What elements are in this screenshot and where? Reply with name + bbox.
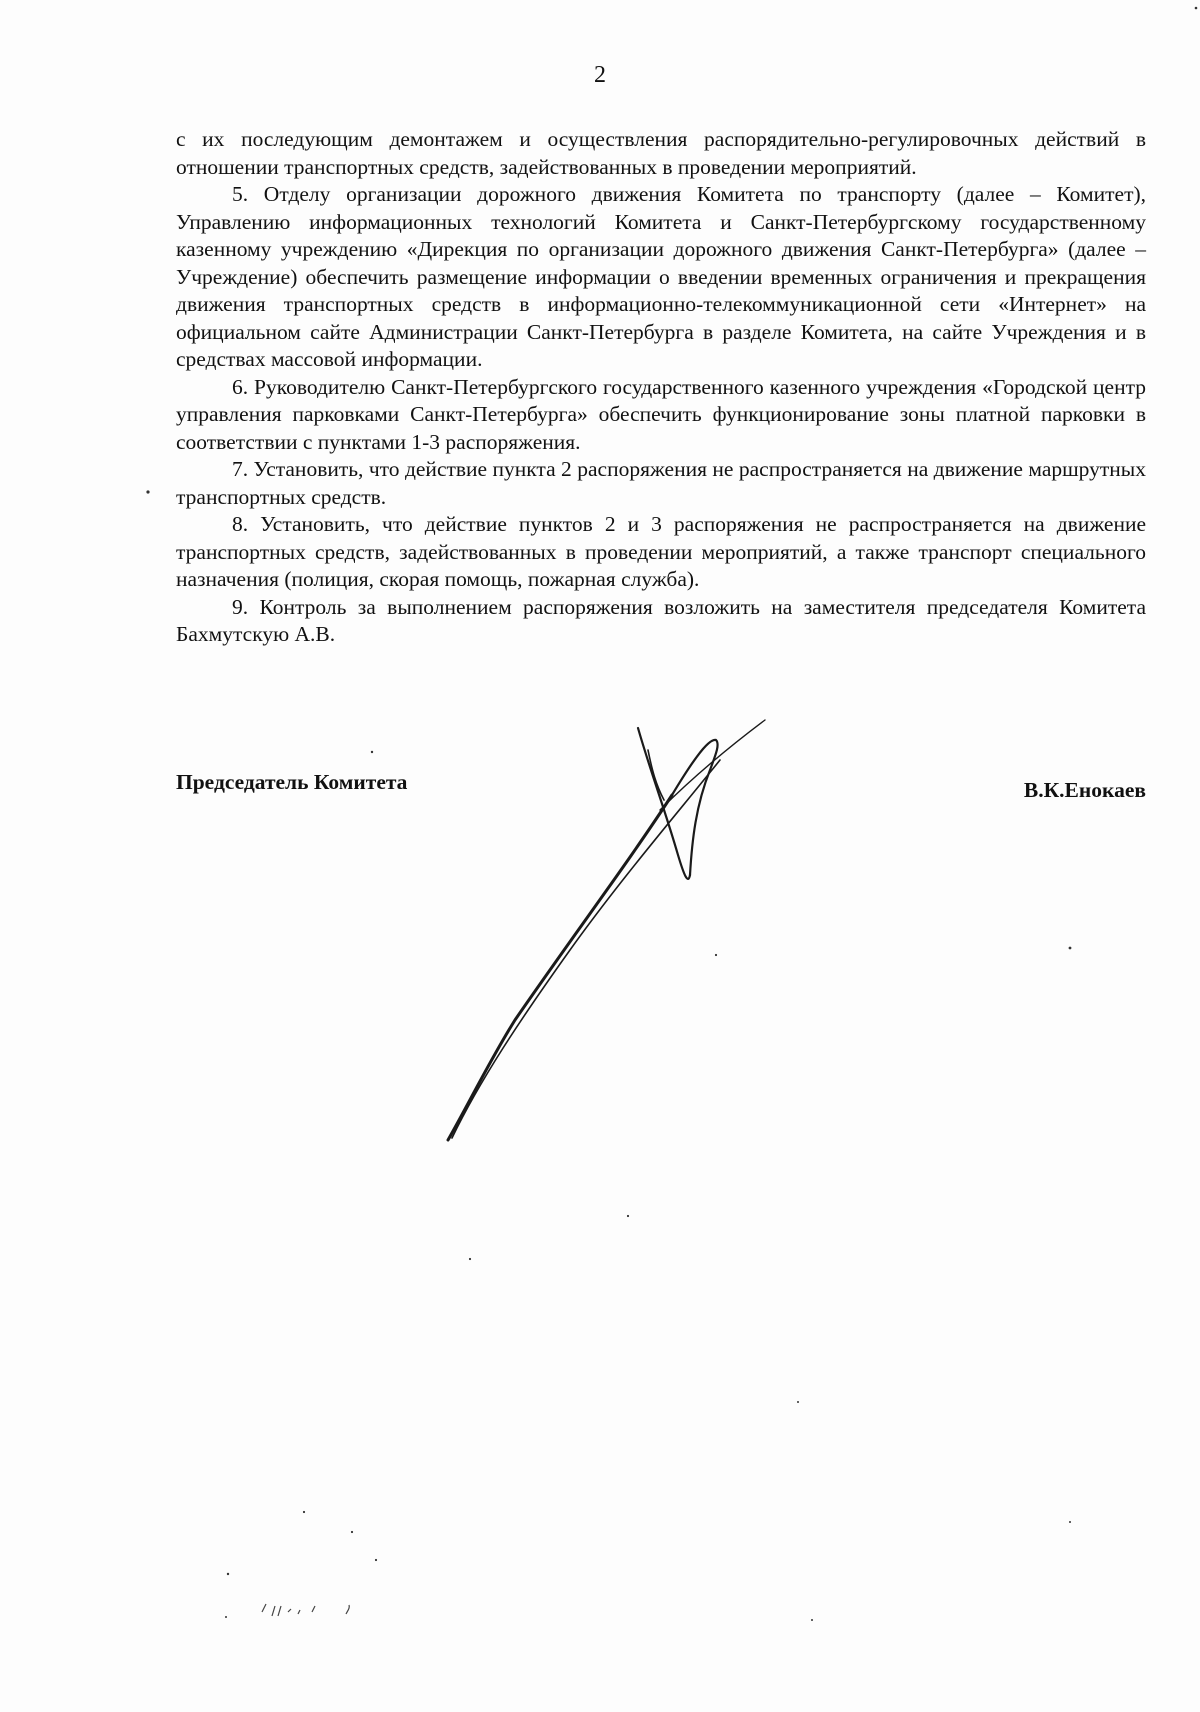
paragraph-item-7: 7. Установить, что действие пункта 2 распоряжения не распространяется на движение маршрутных транспортных средств. [176, 457, 1146, 509]
signatory-title: Председатель Комитета [176, 770, 408, 794]
paragraph-item-9: 9. Контроль за выполнением распоряжения возложить на заместителя председателя Комитета Бахмутскую А.В. [176, 594, 1146, 646]
paragraph-item-8: 8. Установить, что действие пунктов 2 и 3 распоряжения не распространяется на движение транспортных средств, задействованных в проведении мероприятий, а также транспорт специального назначения (полиция, скорая помощь, пожарная служба). [176, 512, 1146, 591]
paragraph-continuation: с их последующим демонтажем и осуществления распорядительно-регулировочных действий в отношении транспортных средств, задействованных в проведении мероприятий. [176, 127, 1146, 179]
signatory-name: В.К.Енокаев [1023, 778, 1146, 802]
handwritten-signature [420, 710, 780, 1150]
paragraph-item-6: 6. Руководителю Санкт-Петербургского государственного казенного учреждения «Городской центр управления парковками Санкт-Петербурга» обеспечить функционирование зоны платной парковки в соответствии с пунктами 1-3 распоряжения. [176, 374, 1146, 454]
paragraph-item-5: 5. Отделу организации дорожного движения Комитета по транспорту (далее – Комитет), Управлению информационных технологий Комитета и Санкт-Петербургскому государственному казенному учреждению «Дирекция по организации дорожного движения Санкт-Петербурга» (далее – Учреждение) обеспечить размещение информации о введении временных ограничения и прекращения движения транспортных средств в информационно-телекоммуникационной сети «Интернет» на официальном сайте Администрации Санкт-Петербурга в разделе Комитета, на сайте Учреждения и в средствах массовой информации. [176, 182, 1146, 371]
page-number: 2 [594, 62, 606, 88]
document-body [176, 126, 1146, 649]
